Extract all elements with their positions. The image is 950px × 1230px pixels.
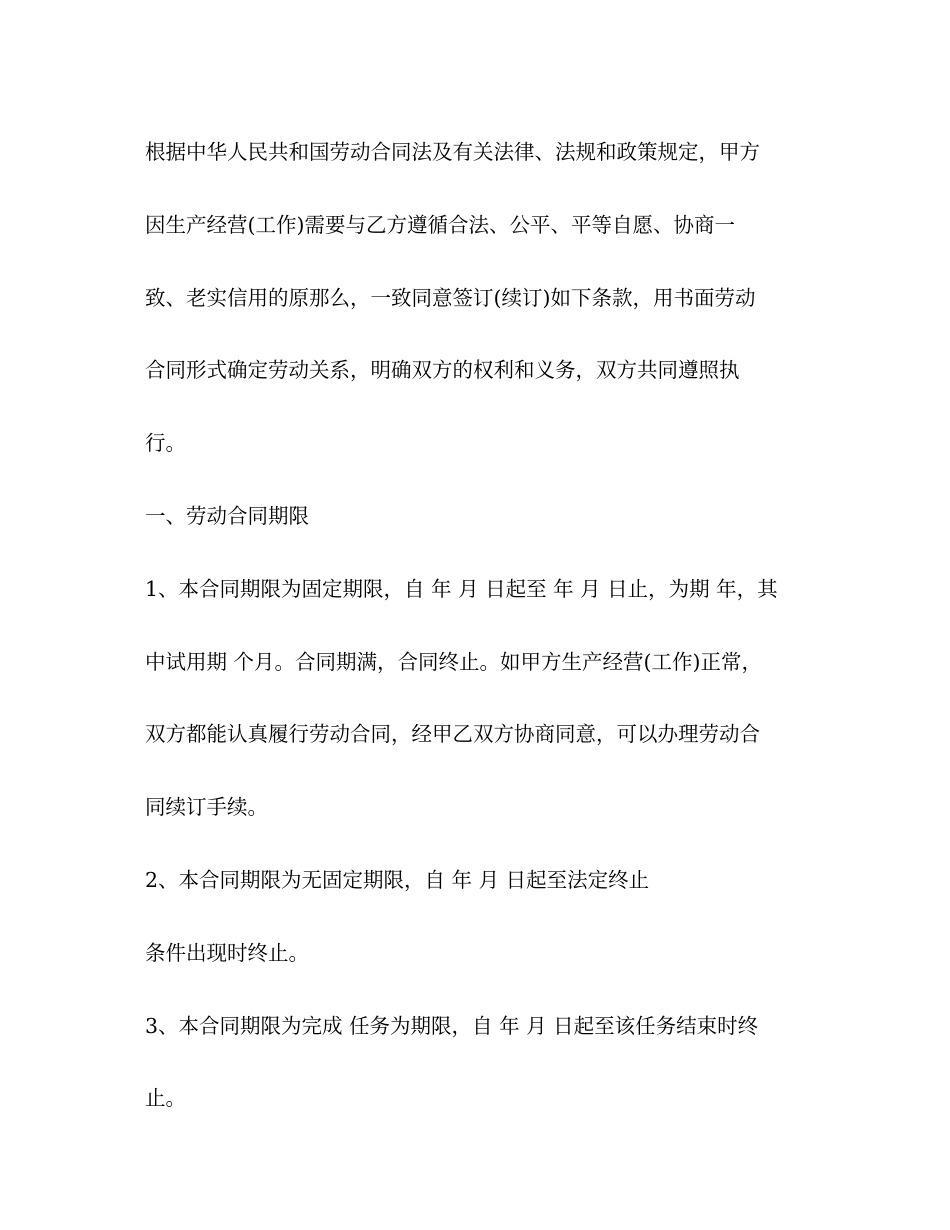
clause-2-line-2: 条件出现时终止。: [145, 940, 309, 965]
clause-1-line-1: 1、本合同期限为固定期限，自 年 月 日起至 年 月 日止，为期 年，其: [145, 576, 778, 601]
clause-2-line-1: 2、本合同期限为无固定期限，自 年 月 日起至法定终止: [145, 867, 650, 892]
clause-3-line-2: 止。: [145, 1086, 186, 1111]
document-body: [145, 116, 810, 1135]
intro-line-3: 致、老实信用的原那么，一致同意签订(续订)如下条款，用书面劳动: [145, 285, 756, 310]
clause-1-line-2: 中试用期 个月。合同期满，合同终止。如甲方生产经营(工作)正常，: [145, 649, 763, 674]
intro-line-2: 因生产经营(工作)需要与乙方遵循合法、公平、平等自愿、协商一: [145, 212, 735, 237]
clause-1-line-3: 双方都能认真履行劳动合同，经甲乙双方协商同意，可以办理劳动合: [145, 722, 760, 747]
intro-line-4: 合同形式确定劳动关系，明确双方的权利和义务，双方共同遵照执: [145, 358, 740, 383]
section-heading-contract-term: 一、劳动合同期限: [145, 503, 309, 528]
clause-3-line-1: 3、本合同期限为完成 任务为期限，自 年 月 日起至该任务结束时终: [145, 1013, 759, 1038]
clause-1-line-4: 同续订手续。: [145, 795, 268, 820]
intro-line-5: 行。: [145, 431, 186, 456]
intro-line-1: 根据中华人民共和国劳动合同法及有关法律、法规和政策规定，甲方: [145, 140, 760, 164]
